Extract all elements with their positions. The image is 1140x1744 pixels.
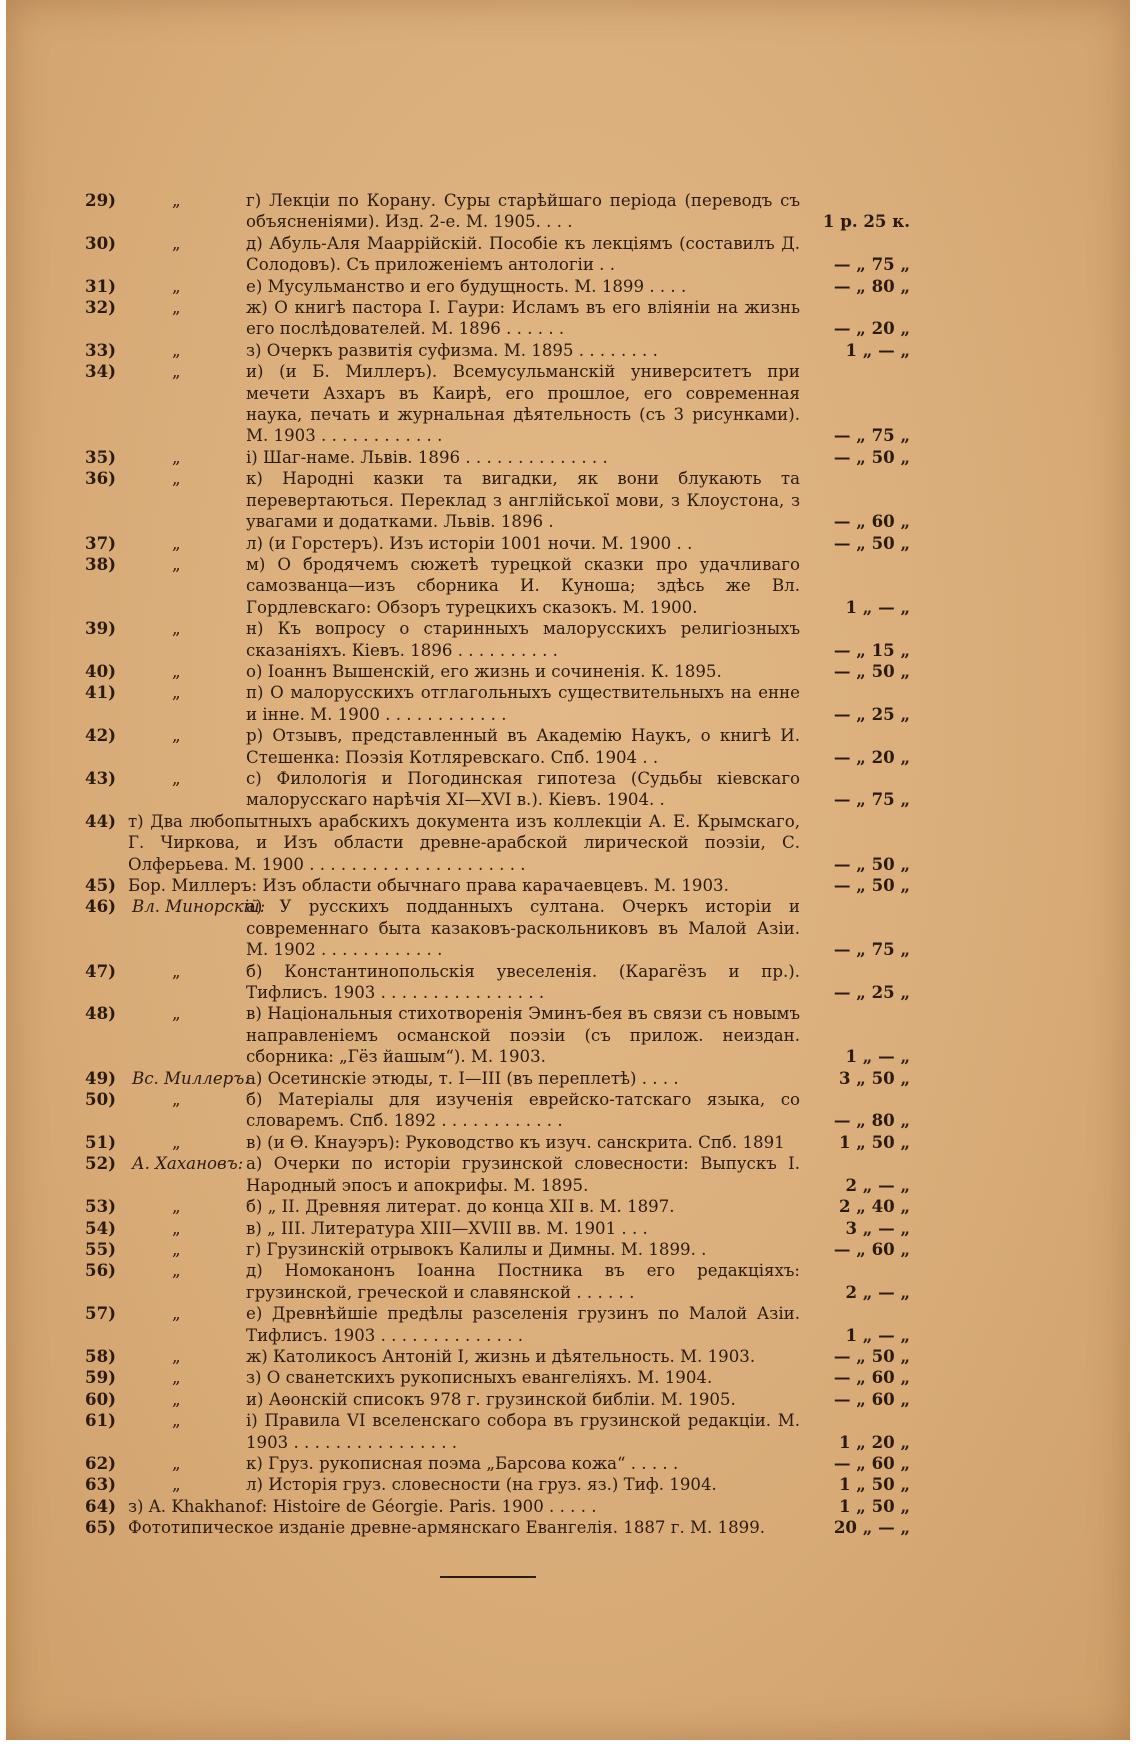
entry-title: в) Національныя стихотворенія Эминъ-бея въ связи съ новымъ направленіемъ османской поэзіи (съ прилож. неиздан. сборника: „Гёз йашым“). М. 1903. (246, 1004, 800, 1067)
ditto-mark: „ (172, 1475, 181, 1495)
entry-number: 45) (85, 875, 116, 895)
catalog-entry (74, 447, 910, 468)
entry-author: Вс. Миллеръ: (132, 1068, 250, 1088)
entry-number: 48) (85, 1003, 116, 1024)
entry-price: 3 „ — „ (845, 1217, 910, 1238)
entry-title: а) Очерки по исторіи грузинской словесности: Выпускъ І. Народный эпосъ и апокрифы. М. 1895. (246, 1154, 800, 1195)
entry-price: — „ 50 „ (833, 1345, 910, 1366)
entry-number: 57) (85, 1303, 116, 1324)
entry-number: 42) (85, 725, 116, 746)
entry-title: м) О бродячемъ сюжетѣ турецкой сказки про удачливаго самозванца—изъ сборника И. Куноша; здѣсь же Вл. Гордлевскаго: Обзоръ турецкихъ сказокъ. М. 1900. (246, 554, 800, 617)
entry-number: 34) (85, 361, 116, 382)
entry-title: о) Іоаннъ Вышенскій, его жизнь и сочиненія. К. 1895. (246, 661, 722, 681)
ditto-mark: „ (172, 276, 181, 296)
ditto-mark: „ (172, 533, 181, 553)
ditto-mark: „ (172, 1453, 181, 1473)
catalog-entry (74, 1346, 910, 1367)
entry-price: — „ 20 „ (833, 318, 910, 339)
entry-number: 54) (85, 1217, 116, 1238)
entry-price: 1 р. 25 к. (822, 211, 910, 232)
entry-price: 1 „ — „ (845, 596, 910, 617)
entry-title: п) О малорусскихъ отглагольныхъ существительныхъ на енне и інне. М. 1900 . . . . . . . . . . . . (246, 683, 800, 724)
catalog-entry (74, 1218, 910, 1239)
entry-author: Вл. Минорскій: (132, 897, 266, 917)
catalog-entry (74, 875, 910, 896)
catalog-entry (74, 1132, 910, 1153)
ditto-mark: „ (172, 469, 181, 489)
entry-price: 2 „ — „ (845, 1174, 910, 1195)
entry-price: 3 „ 50 „ (838, 1067, 910, 1088)
entry-title: л) Исторія груз. словесности (на груз. яз.) Тиф. 1904. (246, 1475, 717, 1495)
entry-title: г) Грузинскій отрывокъ Калилы и Димны. М. 1899. . (246, 1239, 707, 1259)
entry-title: Фототипическое изданіе древне-армянскаго Евангелія. 1887 г. М. 1899. (128, 1518, 766, 1538)
entry-price: — „ 20 „ (833, 746, 910, 767)
entry-title: в) „ III. Литература XIII—XVIII вв. М. 1901 . . . (246, 1218, 648, 1238)
entry-title: в) (и Ѳ. Кнауэръ): Руководство къ изуч. санскрита. Спб. 1891 (246, 1132, 785, 1152)
ditto-mark: „ (172, 1090, 181, 1110)
catalog-entry (74, 276, 910, 297)
entry-number: 35) (85, 446, 116, 467)
catalog-entry (74, 190, 910, 233)
ditto-mark: „ (172, 340, 181, 360)
entry-title: з) Очеркъ развитія суфизма. М. 1895 . . . . . . . . (246, 340, 658, 360)
entry-number: 49) (85, 1067, 116, 1088)
entry-number: 62) (85, 1452, 116, 1473)
entry-title: а) Осетинскіе этюды, т. I—III (въ переплетѣ) . . . . (246, 1068, 679, 1088)
entry-title: а) У русскихъ подданныхъ султана. Очеркъ исторіи и современнаго быта казаковъ-раскольниковъ въ Малой Азіи. М. 1902 . . . . . . . . . . . . (246, 897, 800, 960)
entry-price: — „ 75 „ (833, 425, 910, 446)
catalog-entry (74, 1239, 910, 1260)
entry-title: р) Отзывъ, представленный въ Академію Наукъ, о книгѣ И. Стешенка: Поэзія Котляревскаго. Спб. 1904 . . (246, 726, 800, 767)
entry-number: 55) (85, 1238, 116, 1259)
entry-title: і) Правила VI вселенскаго собора въ грузинской редакціи. М. 1903 . . . . . . . . . . . . . . . . (246, 1411, 800, 1452)
catalog-entry (74, 468, 910, 532)
entry-price: — „ 50 „ (833, 875, 910, 895)
entry-price: — „ 60 „ (833, 1238, 910, 1259)
entry-price: — „ 25 „ (833, 982, 910, 1003)
entry-title: д) Абуль-Аля Мааррійскій. Пособіе къ лекціямъ (составилъ Д. Солодовъ). Съ приложеніемъ антологіи . . (246, 233, 800, 275)
entry-title: т) Два любопытныхъ арабскихъ документа изъ коллекціи А. Е. Крымскаго, Г. Чиркова, и Изъ области древне-арабской лирической поэзіи, С. Олферьева. М. 1900 . . . . . . . . . . . . . . . . . . . . . (128, 811, 800, 874)
ditto-mark: „ (172, 768, 181, 788)
entry-number: 33) (85, 339, 116, 360)
entry-price: — „ 50 „ (833, 853, 910, 874)
entry-number: 50) (85, 1089, 116, 1110)
entry-number: 60) (85, 1388, 116, 1409)
entry-price: — „ 80 „ (833, 275, 910, 296)
entry-number: 65) (85, 1517, 116, 1538)
ditto-mark: „ (172, 1346, 181, 1366)
entry-price: 1 „ — „ (845, 1046, 910, 1067)
entry-price: — „ 75 „ (833, 939, 910, 960)
catalog-entry (74, 1260, 910, 1303)
catalog-entry (74, 533, 910, 554)
entry-number: 63) (85, 1474, 116, 1495)
entry-price: 20 „ — „ (833, 1517, 910, 1538)
entry-price: — „ 50 „ (833, 532, 910, 553)
catalog-entry (74, 1068, 910, 1089)
entry-number: 52) (85, 1153, 116, 1174)
ditto-mark: „ (172, 1261, 181, 1281)
catalog-entry (74, 554, 910, 618)
entry-title: б) Константинопольскія увеселенія. (Карагёзъ и пр.). Тифлисъ. 1903 . . . . . . . . . . . . . . . . (246, 961, 800, 1003)
entry-price: — „ 50 „ (833, 446, 910, 467)
entry-number: 32) (85, 297, 116, 318)
entry-price: — „ 25 „ (833, 703, 910, 724)
catalog-entry (74, 1517, 910, 1538)
entry-price: 1 „ — „ (845, 1324, 910, 1345)
catalog-entry (74, 1367, 910, 1388)
catalog-entry (74, 361, 910, 447)
entry-price: 1 „ 50 „ (838, 1474, 910, 1495)
entry-number: 43) (85, 767, 116, 788)
catalog-entry (74, 1196, 910, 1217)
entry-number: 31) (85, 275, 116, 296)
ditto-mark: „ (172, 1411, 181, 1431)
entry-number: 44) (85, 810, 116, 831)
ditto-mark: „ (172, 362, 181, 382)
entry-number: 38) (85, 553, 116, 574)
entry-number: 40) (85, 660, 116, 681)
entry-price: 1 „ 20 „ (838, 1431, 910, 1452)
catalog-entry (74, 661, 910, 682)
entry-title: е) Мусульманство и его будущность. М. 1899 . . . . (246, 276, 687, 296)
entry-title: Бор. Миллеръ: Изъ области обычнаго права карачаевцевъ. М. 1903. (128, 876, 729, 895)
ditto-mark: „ (172, 619, 181, 639)
scanned-page (6, 0, 1130, 1740)
ditto-mark: „ (172, 661, 181, 681)
ditto-mark: „ (172, 1197, 181, 1217)
ditto-mark: „ (172, 1132, 181, 1152)
entry-title: д) Номоканонъ Іоанна Постника въ его редакціяхъ: грузинской, греческой и славянской . . . . . . (246, 1261, 800, 1302)
catalog-entry (74, 1303, 910, 1346)
entry-number: 36) (85, 468, 116, 489)
entry-price: — „ 60 „ (833, 1388, 910, 1409)
ditto-mark: „ (172, 961, 181, 981)
ditto-mark: „ (172, 191, 181, 210)
catalog-list (74, 190, 910, 1539)
entry-number: 64) (85, 1495, 116, 1516)
entry-price: — „ 60 „ (833, 511, 910, 532)
ditto-mark: „ (172, 1368, 181, 1388)
entry-price: — „ 75 „ (833, 789, 910, 810)
entry-price: 1 „ 50 „ (838, 1495, 910, 1516)
catalog-entry (74, 1003, 910, 1067)
entry-number: 56) (85, 1260, 116, 1281)
entry-price: 2 „ — „ (845, 1281, 910, 1302)
entry-number: 46) (85, 896, 116, 917)
catalog-entry (74, 896, 910, 960)
closing-rule (440, 1576, 536, 1578)
ditto-mark: „ (172, 1004, 181, 1024)
entry-number: 51) (85, 1131, 116, 1152)
entry-title: н) Къ вопросу о старинныхъ малорусскихъ религіозныхъ сказаніяхъ. Кіевъ. 1896 . . . . . . . . . . (246, 619, 800, 660)
catalog-entry (74, 233, 910, 276)
catalog-entry (74, 1389, 910, 1410)
catalog-entry (74, 340, 910, 361)
entry-title: ж) Католикосъ Антоній I, жизнь и дѣятельность. М. 1903. (246, 1346, 756, 1366)
entry-title: и) (и Б. Миллеръ). Всемусульманскій университетъ при мечети Азхаръ въ Каирѣ, его прошлое, его современная наука, печать и журнальная дѣятельность (съ 3 рисунками). М. 1903 . . . . . . . . . . . . (246, 362, 800, 446)
ditto-mark: „ (172, 554, 181, 574)
catalog-entry (74, 618, 910, 661)
catalog-entry (74, 1089, 910, 1132)
ditto-mark: „ (172, 1389, 181, 1409)
catalog-entry (74, 1410, 910, 1453)
entry-price: — „ 60 „ (833, 1367, 910, 1388)
entry-title: г) Лекціи по Корану. Суры старѣйшаго періода (переводъ съ объясненіями). Изд. 2-е. М. 1905. . . . (246, 191, 800, 232)
entry-title: б) „ II. Древняя литерат. до конца XII в. М. 1897. (246, 1197, 675, 1217)
ditto-mark: „ (172, 233, 181, 253)
entry-title: и) Аѳонскій списокъ 978 г. грузинской библіи. М. 1905. (246, 1389, 736, 1409)
ditto-mark: „ (172, 683, 181, 703)
entry-title: з) О сванетскихъ рукописныхъ евангеліяхъ. М. 1904. (246, 1368, 713, 1388)
entry-price: 1 „ 50 „ (838, 1131, 910, 1152)
entry-title: к) Груз. рукописная поэма „Барсова кожа“ . . . . . (246, 1453, 679, 1473)
catalog-entry (74, 768, 910, 811)
catalog-entry (74, 961, 910, 1004)
entry-number: 39) (85, 618, 116, 639)
ditto-mark: „ (172, 298, 181, 318)
entry-price: 2 „ 40 „ (838, 1196, 910, 1217)
entry-number: 58) (85, 1345, 116, 1366)
ditto-mark: „ (172, 1239, 181, 1259)
ditto-mark: „ (172, 447, 181, 467)
entry-title: б) Матеріалы для изученія еврейско-татскаго языка, со словаремъ. Спб. 1892 . . . . . . . . . . . . (246, 1090, 800, 1131)
entry-title: к) Народні казки та вигадки, як вони блукають та перевертаються. Переклад з англійської мови, з Клоустона, з увагами и додатками. Львів. 1896 . (246, 469, 800, 532)
catalog-entry (74, 725, 910, 768)
ditto-mark: „ (172, 1304, 181, 1324)
entry-number: 53) (85, 1196, 116, 1217)
entry-price: — „ 75 „ (833, 254, 910, 275)
entry-number: 61) (85, 1410, 116, 1431)
entry-number: 37) (85, 532, 116, 553)
entry-price: 1 „ — „ (845, 339, 910, 360)
catalog-entry (74, 1474, 910, 1495)
ditto-mark: „ (172, 726, 181, 746)
entry-number: 29) (85, 190, 116, 210)
entry-title: і) Шаг-наме. Львів. 1896 . . . . . . . . . . . . . . (246, 447, 608, 467)
entry-price: — „ 60 „ (833, 1452, 910, 1473)
catalog-entry (74, 1496, 910, 1517)
entry-price: — „ 80 „ (833, 1110, 910, 1131)
entry-title: ж) О книгѣ пастора І. Гаури: Исламъ въ его вліяніи на жизнь его послѣдователей. М. 1896 . . . . . . (246, 298, 800, 339)
entry-title: з) A. Khakhanof: Histoire de Géorgie. Paris. 1900 . . . . . (128, 1496, 597, 1516)
catalog-entry (74, 682, 910, 725)
ditto-mark: „ (172, 1218, 181, 1238)
entry-number: 41) (85, 682, 116, 703)
catalog-entry (74, 297, 910, 340)
catalog-entry (74, 1153, 910, 1196)
entry-price: — „ 50 „ (833, 660, 910, 681)
entry-price: — „ 15 „ (833, 639, 910, 660)
entry-title: е) Древнѣйшіе предѣлы разселенія грузинъ по Малой Азіи. Тифлисъ. 1903 . . . . . . . . . . . . . . (246, 1304, 800, 1345)
catalog-entry (74, 1453, 910, 1474)
entry-title: л) (и Горстеръ). Изъ исторіи 1001 ночи. М. 1900 . . (246, 533, 693, 553)
entry-number: 59) (85, 1367, 116, 1388)
entry-title: с) Филологія и Погодинская гипотеза (Судьбы кіевскаго малорусскаго нарѣчія XI—XVI в.). Кіевъ. 1904. . (246, 768, 800, 810)
entry-number: 47) (85, 960, 116, 981)
catalog-entry (74, 811, 910, 875)
entry-number: 30) (85, 232, 116, 253)
entry-author: А. Хахановъ: (132, 1154, 244, 1174)
